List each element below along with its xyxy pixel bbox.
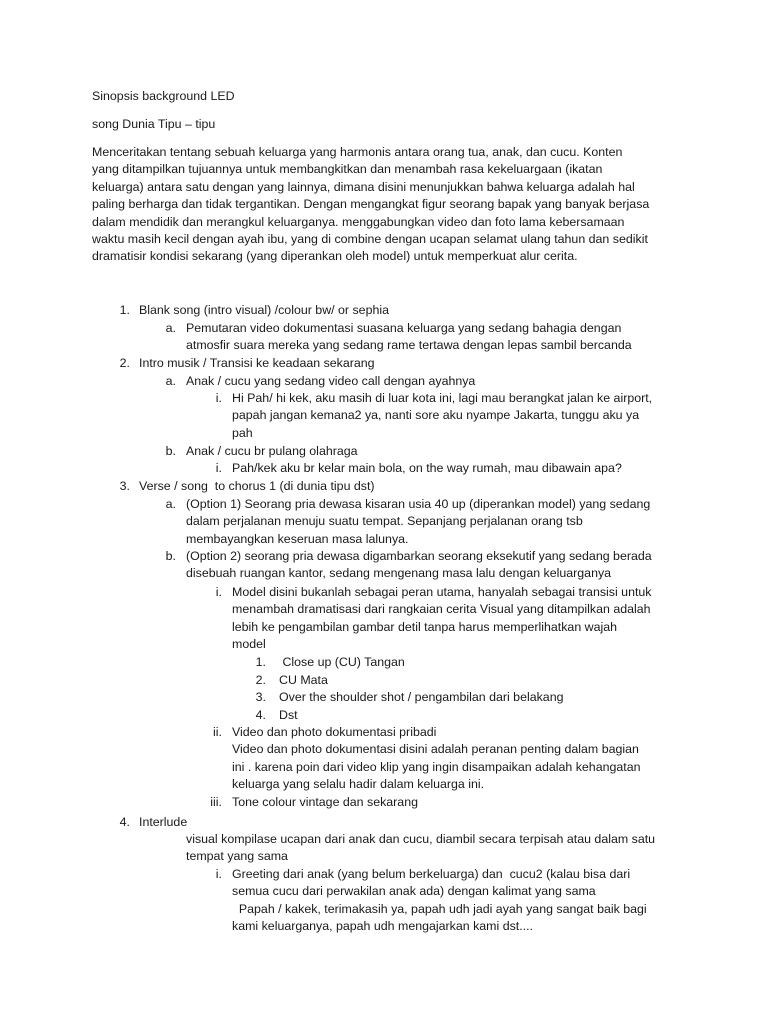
list-item-line: Blank song (intro visual) /colour bw/ or sephia (139, 303, 389, 317)
list-item-line: membayangkan keseruan masa lalunya. (186, 531, 409, 546)
list-item-line: Close up (CU) Tangan (279, 655, 405, 669)
list-item-line: Papah / kakek, terimakasih ya, papah udh jadi ayah yang sangat baik bagi (232, 901, 647, 916)
list-item-line: menambah dramatisasi dari rangkaian cerita Visual yang ditampilkan adalah (232, 602, 651, 617)
list-item-line: Tone colour vintage dan sekarang (232, 795, 418, 809)
list-item-line: dalam perjalanan menuju suatu tempat. Sepanjang perjalanan orang tsb (186, 514, 583, 529)
list-item-line: model (232, 637, 266, 652)
list-marker: 1. (119, 303, 130, 317)
paragraph-line: dramatisir kondisi sekarang (yang diperankan oleh model) untuk memperkuat alur cerita. (92, 249, 578, 264)
list-item-line: Hi Pah/ hi kek, aku masih di luar kota ini, lagi mau berangkat jalan ke airport, (232, 391, 653, 405)
list-item-line: papah jangan kemana2 ya, nanti sore aku nyampe Jakarta, tunggu aku ya (232, 408, 640, 423)
list-marker: i. (215, 461, 222, 475)
list-item-line: disebuah ruangan kantor, sedang mengenang masa lalu dengan keluarganya (186, 566, 612, 581)
list-item-line: Model disini bukanlah sebagai peran utama, hanyalah sebagai transisi untuk (232, 585, 652, 599)
list-item-line: CU Mata (279, 673, 328, 687)
song-title: song Dunia Tipu – tipu (92, 117, 216, 131)
list-item-line: (Option 1) Seorang pria dewasa kisaran usia 40 up (diperankan model) yang sedang (186, 497, 651, 511)
paragraph-line: keluarga) antara satu dengan yang lainnya, dimana disini menunjukkan bahwa keluarga adalah hal (92, 179, 635, 194)
list-item-line: Dst (279, 708, 298, 722)
list-item-line: Intro musik / Transisi ke keadaan sekarang (139, 356, 375, 370)
list-item-line: Video dan photo dokumentasi disini adalah peranan penting dalam bagian (232, 742, 639, 757)
list-item-line: Video dan photo dokumentasi pribadi (232, 725, 437, 739)
list-item-line: keluarga yang selalu hadir dalam keluarga ini. (232, 777, 485, 792)
list-item-line: Anak / cucu br pulang olahraga (186, 444, 358, 458)
list-item-line: kami keluarganya, papah udh mengajarkan kami dst.... (232, 919, 533, 934)
list-marker: i. (215, 867, 222, 881)
paragraph-line: dalam mendidik dan merangkul keluarganya. menggabungkan video dan foto lama kebersamaan (92, 214, 625, 229)
list-marker: iii. (210, 795, 222, 809)
list-marker: b. (165, 549, 176, 563)
list-marker: 3. (255, 690, 266, 704)
list-marker: 2. (255, 673, 266, 687)
list-marker: b. (165, 444, 176, 458)
paragraph-line: waktu masih kecil dengan ayah ibu, yang di combine dengan ucapan selamat ulang tahun dan sedikit (92, 232, 648, 246)
paragraph-line: yang ditampilkan tujuannya untuk membangkitkan dan menambah rasa kekeluargaan (ikatan (92, 162, 603, 177)
list-item-line: lebih ke pengambilan gambar detil tanpa harus memperlihatkan wajah (232, 619, 618, 634)
list-marker: i. (215, 391, 222, 405)
list-item-line: tempat yang sama (186, 849, 288, 864)
list-item-line: Greeting dari anak (yang belum berkeluarga) dan cucu2 (kalau bisa dari (232, 867, 631, 881)
list-marker: 4. (255, 708, 266, 722)
paragraph-line: paling berharga dan tidak tergantikan. Dengan mengangkat figur seorang bapak yang banyak berjasa (92, 197, 650, 212)
list-marker: 3. (119, 479, 130, 493)
list-marker: a. (165, 374, 176, 388)
list-marker: i. (215, 585, 222, 599)
document-title: Sinopsis background LED (92, 89, 235, 103)
list-marker: 1. (255, 655, 266, 669)
list-marker: 4. (119, 815, 130, 829)
list-item-line: ini . karena poin dari video klip yang ingin disampaikan adalah kehangatan (232, 759, 641, 774)
list-marker: ii. (213, 725, 222, 739)
list-marker: a. (165, 321, 176, 335)
list-marker: a. (165, 497, 176, 511)
list-marker: 2. (119, 356, 130, 370)
list-item-line: pah (232, 425, 253, 440)
list-item-line: Interlude (139, 815, 188, 829)
list-item-line: (Option 2) seorang pria dewasa digambarkan seorang eksekutif yang sedang berada (186, 549, 652, 563)
list-item-line: Pemutaran video dokumentasi suasana keluarga yang sedang bahagia dengan (186, 321, 622, 335)
list-item-line: atmosfir suara mereka yang sedang rame tertawa dengan lepas sambil bercanda (186, 338, 632, 353)
list-item-line: Over the shoulder shot / pengambilan dari belakang (279, 690, 564, 704)
paragraph-line: Menceritakan tentang sebuah keluarga yang harmonis antara orang tua, anak, dan cucu. Konten (92, 145, 623, 159)
list-item-line: visual kompilase ucapan dari anak dan cucu, diambil secara terpisah atau dalam satu (186, 832, 656, 846)
list-item-line: Pah/kek aku br kelar main bola, on the way rumah, mau dibawain apa? (232, 461, 622, 475)
list-item-line: Verse / song to chorus 1 (di dunia tipu dst) (139, 479, 375, 493)
list-item-line: Anak / cucu yang sedang video call dengan ayahnya (186, 374, 476, 388)
list-item-line: semua cucu dari perwakilan anak ada) dengan kalimat yang sama (232, 884, 596, 899)
